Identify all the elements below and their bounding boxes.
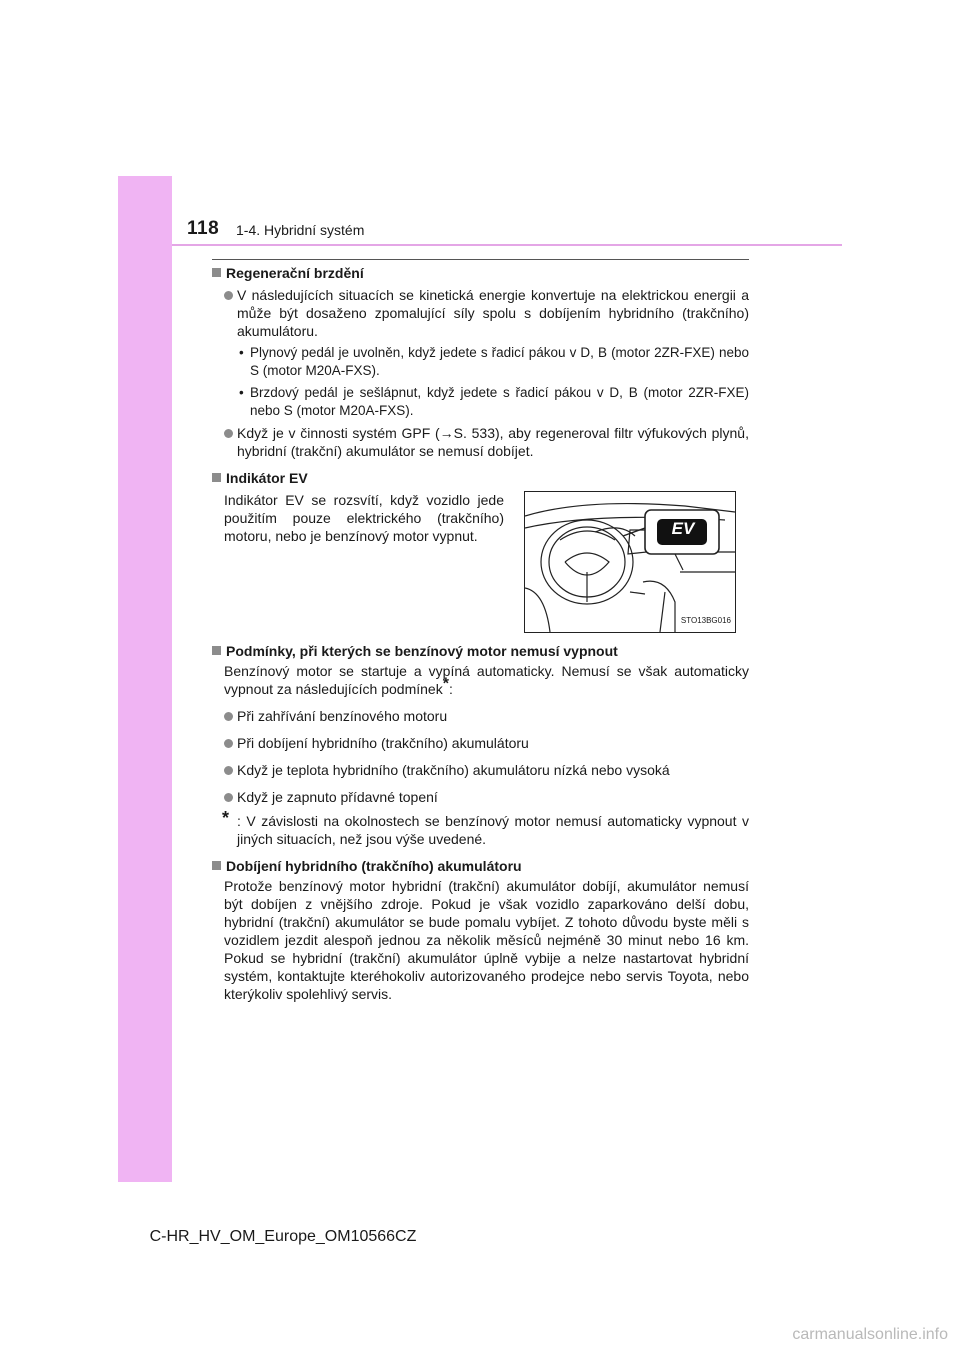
- dashboard-drawing-icon: [525, 492, 735, 632]
- heading-battery-charging: Dobíjení hybridního (trakčního) akumulátoru: [212, 857, 749, 875]
- page-content: [212, 264, 749, 1003]
- bullet-item: Když je zapnuto přídavné topení: [212, 788, 749, 806]
- figure-code: STO13BG016: [680, 616, 731, 625]
- ev-indicator-block: [212, 491, 749, 633]
- document-code: C-HR_HV_OM_Europe_OM10566CZ: [149, 1228, 417, 1245]
- ev-indicator-text: Indikátor EV se rozsvítí, když vozidlo jede použitím pouze elektrického (trakčního) motoru, nebo je benzínový motor vypnut.: [224, 492, 504, 544]
- content-divider: [212, 259, 749, 260]
- heading-regenerative-braking: Regenerační brzdění: [212, 264, 749, 282]
- bullet-item: Když je teplota hybridního (trakčního) akumulátoru nízká nebo vysoká: [212, 761, 749, 779]
- round-bullet-icon: [224, 793, 233, 802]
- footnote-star: *: [442, 675, 449, 693]
- watermark: carmanualsonline.info: [792, 1326, 948, 1343]
- section-title: 1-4. Hybridní systém: [236, 222, 365, 238]
- square-bullet-icon: [212, 646, 221, 655]
- conditions-intro: Benzínový motor se startuje a vypíná automaticky. Nemusí se však automaticky vypnout za následujících podmínek*:: [224, 663, 749, 697]
- header-divider: [172, 244, 842, 246]
- bullet-item: V následujících situacích se kinetická energie konvertuje na elektrickou energii a může být dosaženo zpomalující síly spolu s dobíjením hybridního (trakčního) akumulátoru.: [212, 286, 749, 340]
- bullet-item: Při zahřívání benzínového motoru: [212, 707, 749, 725]
- round-bullet-icon: [224, 291, 233, 300]
- round-bullet-icon: [224, 712, 233, 721]
- dashboard-illustration: [524, 491, 736, 633]
- heading-ev-indicator: Indikátor EV: [212, 469, 749, 487]
- small-dot-icon: •: [239, 385, 244, 400]
- sub-item: • Brzdový pedál je sešlápnut, když jedete s řadicí pákou v D, B (motor 2ZR-FXE) nebo S (motor M20A-FXS).: [239, 385, 749, 418]
- chapter-tab-bar: [118, 176, 172, 1182]
- round-bullet-icon: [224, 739, 233, 748]
- round-bullet-icon: [224, 766, 233, 775]
- ev-icon-label: EV: [671, 519, 695, 538]
- square-bullet-icon: [212, 861, 221, 870]
- footnote-star-mark: *: [222, 808, 230, 828]
- heading-engine-conditions: Podmínky, při kterých se benzínový motor nemusí vypnout: [212, 642, 749, 660]
- charging-text: Protože benzínový motor hybridní (trakční) akumulátor dobíjí, akumulátor nemusí být dobíjen z vnějšího zdroje. Pokud je však vozidlo zaparkováno delší dobu, hybridní (trakční) akumulátor se bude pomalu vybíjet. Z tohoto důvodu byste měli s vozidlem jezdit alespoň jednou za několik měsíců nejméně 30 minut nebo 16 km. Pokud se hybridní (trakční) akumulátor úplně vybije a nelze nastartovat hybridní systém, kontaktujte kteréhokoliv autorizovaného prodejce nebo servis Toyota, nebo kterýkoliv spolehlivý servis.: [224, 878, 749, 1002]
- square-bullet-icon: [212, 268, 221, 277]
- square-bullet-icon: [212, 473, 221, 482]
- bullet-item: Když je v činnosti systém GPF (→S. 533), aby regeneroval filtr výfukových plynů, hybridní (trakční) akumulátor se nemusí dobíjet.: [212, 424, 749, 460]
- small-dot-icon: •: [239, 345, 244, 360]
- sub-item: • Plynový pedál je uvolněn, když jedete s řadicí pákou v D, B (motor 2ZR-FXE) nebo S (motor M20A-FXS).: [239, 345, 749, 378]
- round-bullet-icon: [224, 429, 233, 438]
- footnote: * : V závislosti na okolnostech se benzínový motor nemusí automaticky vypnout v jiných situacích, než jsou výše uvedené.: [222, 808, 749, 847]
- bullet-item: Při dobíjení hybridního (trakčního) akumulátoru: [212, 734, 749, 752]
- page-number: 118: [187, 218, 220, 239]
